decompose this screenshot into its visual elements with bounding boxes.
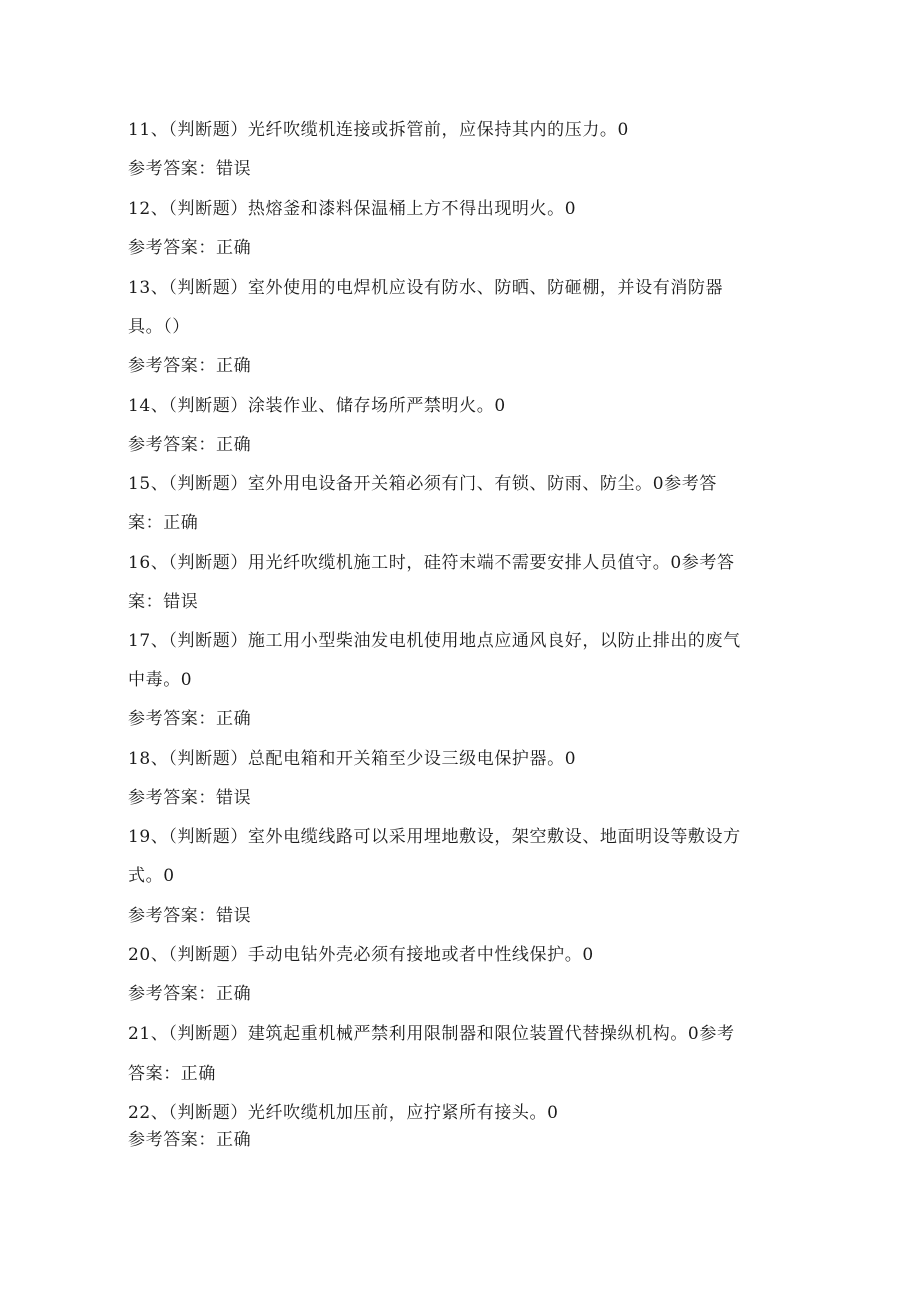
question-16-answer: 案：错误	[128, 592, 199, 612]
question-19-answer: 参考答案：错误	[128, 906, 252, 926]
question-14-text: 14、（判断题）涂装作业、储存场所严禁明火。0	[128, 396, 506, 416]
question-12-text: 12、（判断题）热熔釜和漆料保温桶上方不得出现明火。0	[128, 199, 577, 219]
question-21-text: 21、（判断题）建筑起重机械严禁利用限制器和限位装置代替操纵机构。0参考	[128, 1024, 735, 1044]
question-18-answer: 参考答案：错误	[128, 788, 252, 808]
question-13-text: 13、（判断题）室外使用的电焊机应设有防水、防晒、防砸棚，并设有消防器	[128, 278, 724, 298]
question-22-text: 22、（判断题）光纤吹缆机加压前，应拧紧所有接头。0	[128, 1103, 559, 1123]
question-22-answer: 参考答案：正确	[128, 1130, 252, 1150]
question-17-answer: 参考答案：正确	[128, 709, 252, 729]
question-15-text: 15、（判断题）室外用电设备开关箱必须有门、有锁、防雨、防尘。0参考答	[128, 474, 717, 494]
question-19-text-cont: 式。0	[128, 866, 175, 886]
question-15-answer: 案：正确	[128, 513, 199, 533]
question-20-answer: 参考答案：正确	[128, 984, 252, 1004]
question-21-answer: 答案：正确	[128, 1064, 216, 1084]
question-11-text: 11、（判断题）光纤吹缆机连接或拆管前，应保持其内的压力。0	[128, 120, 629, 140]
question-19-text: 19、（判断题）室外电缆线路可以采用埋地敷设，架空敷设、地面明设等敷设方	[128, 827, 741, 847]
question-20-text: 20、（判断题）手动电钻外壳必须有接地或者中性线保护。0	[128, 945, 594, 965]
question-17-text: 17、（判断题）施工用小型柴油发电机使用地点应通风良好，以防止排出的废气	[128, 631, 741, 651]
question-13-text-cont: 具。（）	[128, 317, 190, 337]
question-18-text: 18、（判断题）总配电箱和开关箱至少设三级电保护器。0	[128, 749, 577, 769]
question-16-text: 16、（判断题）用光纤吹缆机施工时，硅符末端不需要安排人员值守。0参考答	[128, 553, 735, 573]
question-13-answer: 参考答案：正确	[128, 356, 252, 376]
question-11-answer: 参考答案：错误	[128, 159, 252, 179]
question-12-answer: 参考答案：正确	[128, 238, 252, 258]
question-17-text-cont: 中毒。0	[128, 670, 193, 690]
question-14-answer: 参考答案：正确	[128, 435, 252, 455]
